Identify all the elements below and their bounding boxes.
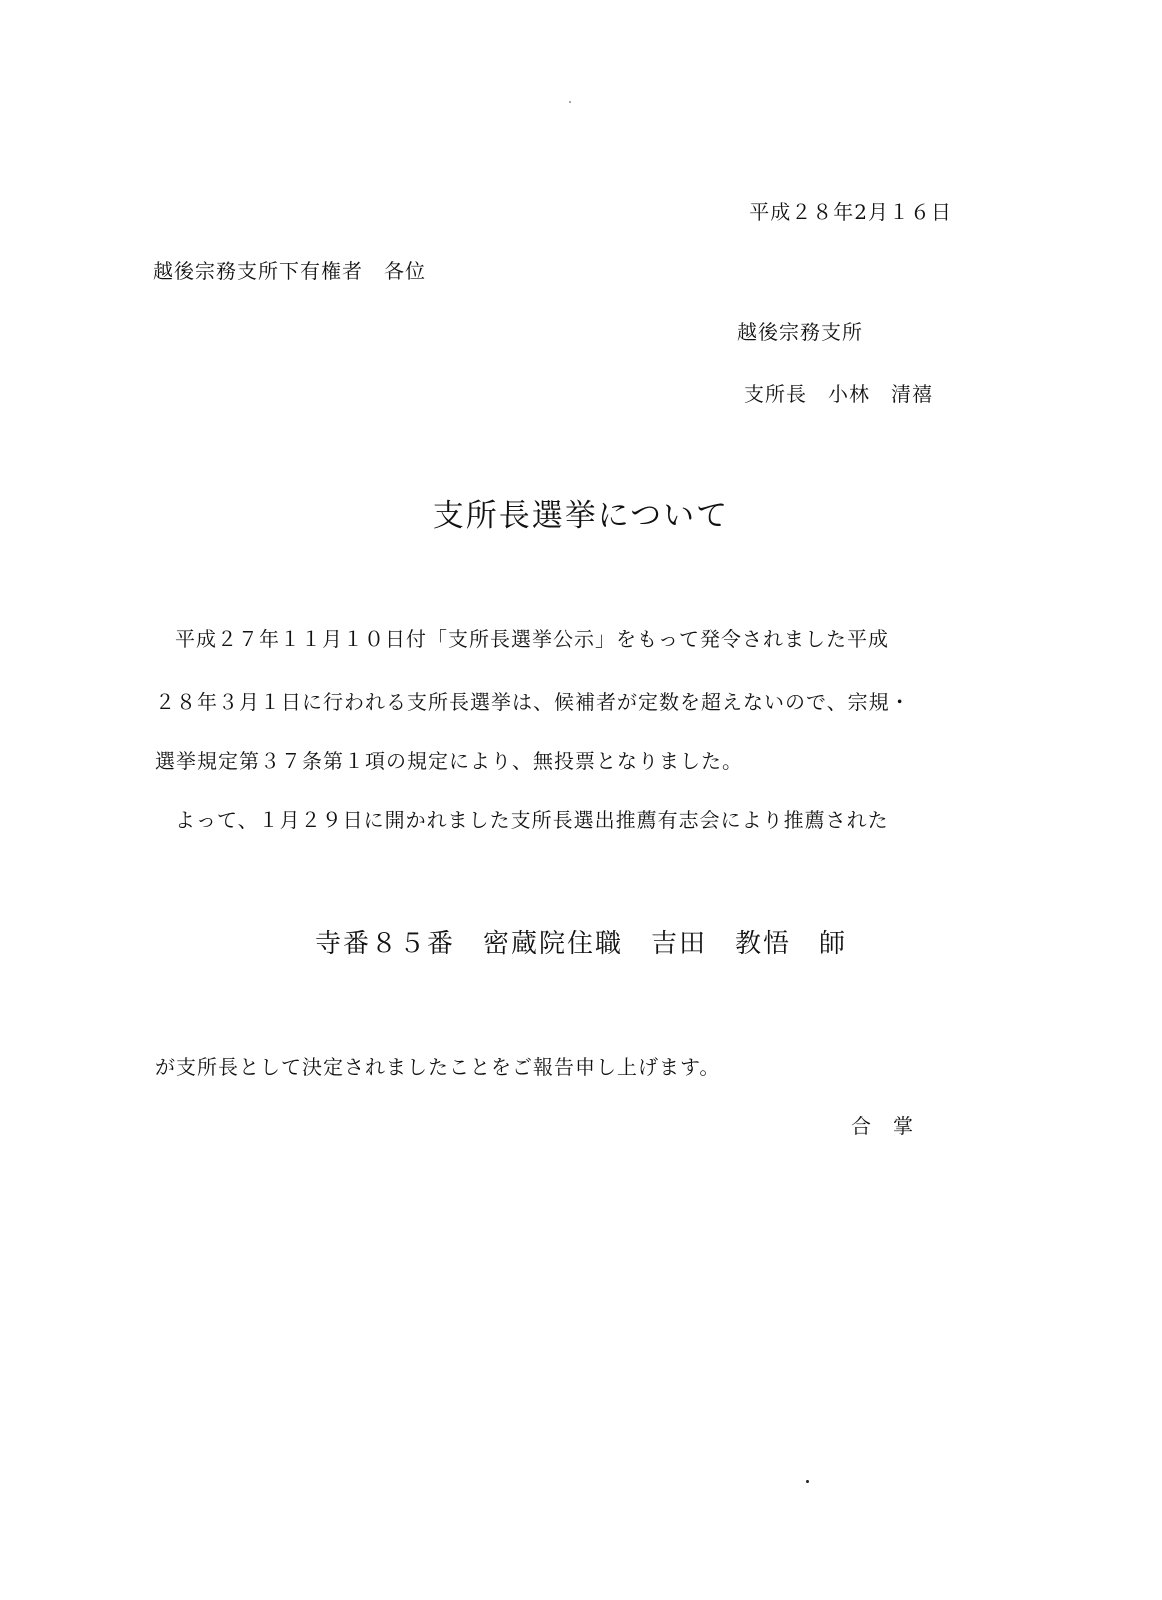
report-sentence: が支所長として決定されましたことをご報告申し上げます。 <box>155 1055 721 1079</box>
body-paragraph-line-3: 選挙規定第３７条第１項の規定により、無投票となりました。 <box>155 749 743 773</box>
scan-speck <box>569 101 571 103</box>
body-paragraph-line-1: 平成２７年１１月１０日付「支所長選挙公示」をもって発令されました平成 <box>175 627 889 651</box>
sender-organization: 越後宗務支所 <box>737 320 863 344</box>
elected-person-line: 寺番８５番 密蔵院住職 吉田 教悟 師 <box>314 929 847 959</box>
body-paragraph-line-4: よって、１月２９日に開かれました支所長選出推薦有志会により推薦された <box>175 808 889 832</box>
closing-salutation: 合 掌 <box>851 1114 914 1138</box>
document-date: 平成２８年2月１６日 <box>749 200 952 224</box>
document-title: 支所長選挙について <box>432 498 730 534</box>
sender-signature: 支所長 小林 清禧 <box>744 382 933 406</box>
body-paragraph-line-2: ２８年３月１日に行われる支所長選挙は、候補者が定数を超えないので、宗規・ <box>155 690 911 714</box>
scan-speck <box>806 1480 809 1483</box>
addressee-line: 越後宗務支所下有権者 各位 <box>153 259 426 283</box>
